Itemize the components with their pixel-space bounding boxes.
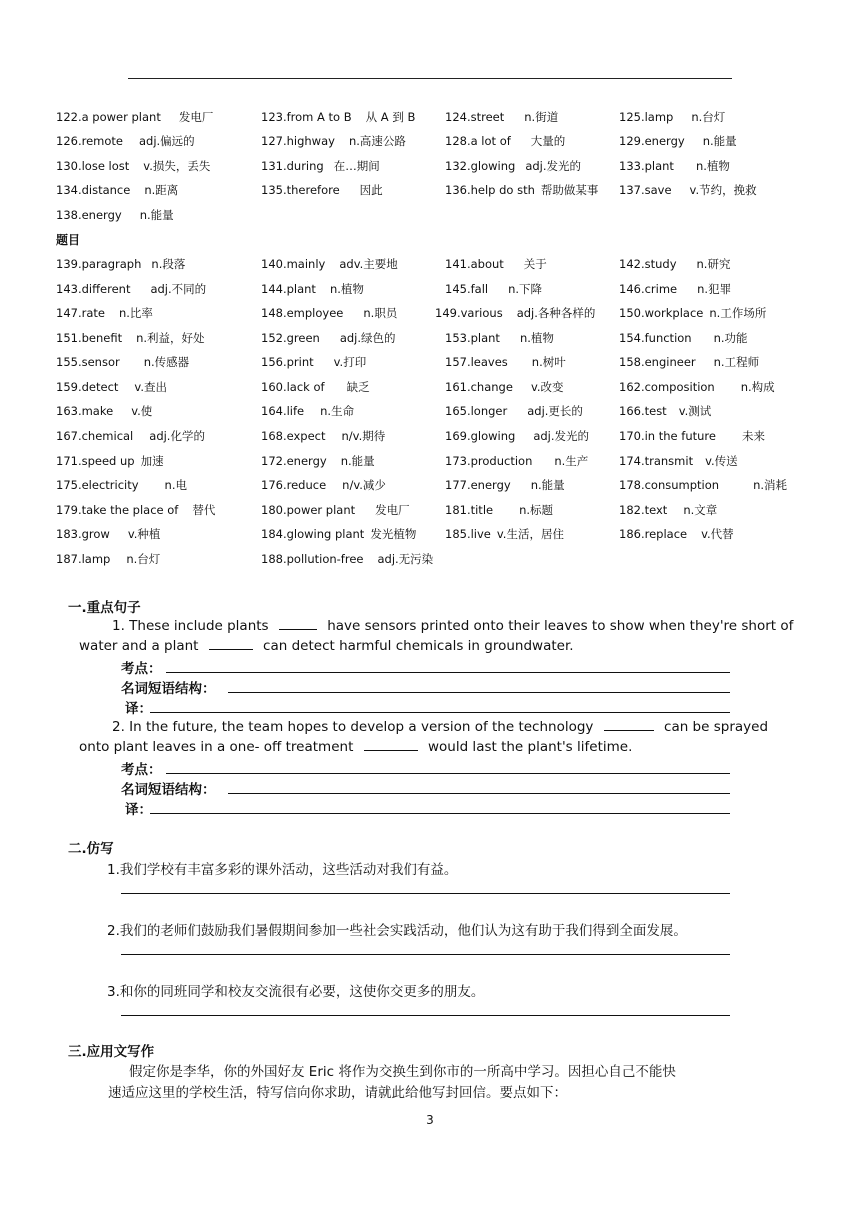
vocab-item — [261, 279, 364, 299]
vocab-term: 188.pollution-free — [261, 552, 364, 566]
vocab-term: 140.mainly — [261, 257, 326, 271]
answer-line[interactable] — [166, 773, 730, 774]
vocab-row — [0, 401, 860, 421]
vocab-meaning: v.改变 — [530, 380, 564, 394]
writing-prompt-line-2: 速适应这里的学校生活，特写信向你求助，请就此给他写封回信。要点如下： — [108, 1085, 567, 1101]
vocab-meaning: n.台灯 — [126, 552, 161, 566]
label-translation: 译： — [125, 701, 152, 717]
vocab-term: 158.engineer — [619, 355, 696, 369]
vocab-item — [619, 426, 765, 446]
vocab-term: 142.study — [619, 257, 677, 271]
vocab-term: 149.various — [435, 306, 503, 320]
vocab-meaning: n.距离 — [144, 183, 179, 197]
answer-line[interactable] — [228, 793, 730, 794]
vocab-meaning: v.使 — [131, 404, 153, 418]
vocab-term: 187.lamp — [56, 552, 111, 566]
label-translation: 译： — [125, 802, 152, 818]
vocab-meaning: n.生命 — [320, 404, 355, 418]
vocab-item — [56, 131, 195, 151]
answer-line[interactable] — [121, 1015, 730, 1016]
vocab-item — [261, 549, 433, 569]
vocab-row — [0, 303, 860, 323]
vocab-meaning: n.生产 — [554, 454, 589, 468]
vocab-term: 136.help do sth — [445, 183, 535, 197]
vocab-meaning: n.工作场所 — [709, 306, 767, 320]
vocab-term: 162.composition — [619, 380, 715, 394]
label-test-point: 考点： — [121, 661, 162, 677]
vocab-term: 153.plant — [445, 331, 500, 345]
vocab-row — [0, 500, 860, 520]
vocab-term: 138.energy — [56, 208, 122, 222]
page-number: 3 — [426, 1113, 434, 1127]
vocab-item — [619, 500, 717, 520]
vocab-meaning: n.能量 — [530, 478, 565, 492]
vocab-row — [0, 451, 860, 471]
vocab-term: 133.plant — [619, 159, 674, 173]
vocab-term: 165.longer — [445, 404, 508, 418]
answer-line[interactable] — [228, 692, 730, 693]
vocab-meaning: v.查出 — [134, 380, 167, 394]
vocab-meaning: v.代替 — [701, 527, 734, 541]
vocab-term: 164.life — [261, 404, 305, 418]
vocab-term: 183.grow — [56, 527, 110, 541]
vocab-meaning: adj.化学的 — [149, 429, 205, 443]
vocab-item — [619, 303, 766, 323]
vocab-meaning: adj.不同的 — [150, 282, 207, 296]
vocab-meaning: adv.主要地 — [339, 257, 398, 271]
vocab-term: 157.leaves — [445, 355, 508, 369]
vocab-item — [445, 279, 542, 299]
vocab-item — [261, 426, 385, 446]
vocab-meaning: adj.各种各样的 — [516, 306, 596, 320]
vocab-item — [445, 426, 589, 446]
vocab-item — [619, 254, 730, 274]
vocab-item — [261, 352, 366, 372]
vocab-meaning: n.段落 — [151, 257, 186, 271]
header-rule — [128, 78, 732, 79]
vocab-item — [619, 451, 738, 471]
answer-line[interactable] — [150, 813, 730, 814]
answer-line[interactable] — [150, 712, 730, 713]
vocab-item — [261, 156, 380, 176]
vocab-item — [619, 156, 730, 176]
vocab-meaning: n.利益，好处 — [136, 331, 205, 345]
vocab-meaning: n/v.减少 — [342, 478, 386, 492]
vocab-meaning: adj.偏远的 — [138, 134, 195, 148]
vocab-meaning: n.街道 — [524, 110, 559, 124]
vocab-term: 151.benefit — [56, 331, 123, 345]
vocab-row — [0, 426, 860, 446]
vocab-item — [261, 131, 406, 151]
vocab-term: 175.electricity — [56, 478, 139, 492]
vocab-meaning: 发电厂 — [375, 503, 410, 517]
vocab-item — [619, 352, 759, 372]
vocab-meaning: n.文章 — [683, 503, 718, 517]
vocab-meaning: n.构成 — [740, 380, 775, 394]
vocab-term: 169.glowing — [445, 429, 516, 443]
vocab-meaning: n.下降 — [508, 282, 543, 296]
vocab-item — [445, 524, 564, 544]
imitation-question-2: 2.我们的老师们鼓励我们暑假期间参加一些社会实践活动，他们认为这有助于我们得到全面发展。 — [107, 923, 687, 939]
vocab-item — [445, 328, 554, 348]
vocab-row — [0, 377, 860, 397]
label-test-point: 考点： — [121, 762, 162, 778]
vocab-term: 181.title — [445, 503, 494, 517]
vocab-item — [261, 377, 370, 397]
vocab-meaning: n/v.期待 — [341, 429, 386, 443]
vocab-item — [56, 549, 160, 569]
vocab-term: 168.expect — [261, 429, 326, 443]
vocab-term: 148.employee — [261, 306, 344, 320]
sentence-1-line-2: water and a plant can detect harmful chemicals in groundwater. — [79, 638, 574, 654]
label-noun-phrase-structure: 名词短语结构： — [121, 782, 216, 798]
vocab-row — [0, 254, 860, 274]
vocab-term: 147.rate — [56, 306, 105, 320]
vocab-meaning: n.比率 — [118, 306, 153, 320]
vocab-term: 129.energy — [619, 134, 685, 148]
vocab-row — [0, 180, 860, 200]
vocab-term: 150.workplace — [619, 306, 704, 320]
vocab-row — [0, 328, 860, 348]
vocab-row — [0, 549, 860, 569]
vocab-item — [619, 401, 711, 421]
vocab-meaning: n.电 — [164, 478, 187, 492]
vocab-row — [0, 279, 860, 299]
vocab-item — [619, 131, 737, 151]
vocab-meaning: n.台灯 — [691, 110, 726, 124]
vocab-item — [445, 475, 565, 495]
vocab-term: 185.live — [445, 527, 491, 541]
vocab-item — [56, 254, 185, 274]
blank-field[interactable] — [604, 718, 654, 731]
vocab-item — [56, 401, 152, 421]
vocab-item — [445, 352, 566, 372]
vocab-item — [56, 352, 189, 372]
vocab-item — [56, 180, 178, 200]
vocab-term: 156.print — [261, 355, 314, 369]
blank-field[interactable] — [279, 617, 317, 630]
writing-prompt-line-1: 假定你是李华，你的外国好友 Eric 将作为交换生到你市的一所高中学习。因担心自己不能快 — [129, 1064, 676, 1080]
vocab-meaning: n.树叶 — [531, 355, 566, 369]
vocab-term: 127.highway — [261, 134, 335, 148]
vocab-term: 143.different — [56, 282, 131, 296]
vocab-meaning: n.能量 — [139, 208, 174, 222]
vocab-item — [56, 303, 153, 323]
vocab-item — [445, 107, 558, 127]
vocab-term: 163.make — [56, 404, 114, 418]
vocab-meaning: n.功能 — [713, 331, 748, 345]
vocab-item — [619, 377, 775, 397]
vocab-item — [619, 475, 787, 495]
vocab-meaning: n.犯罪 — [697, 282, 732, 296]
vocab-meaning: 未来 — [741, 429, 765, 443]
vocab-item — [261, 328, 396, 348]
vocab-item — [261, 524, 416, 544]
vocab-row — [0, 352, 860, 372]
vocab-item — [261, 180, 383, 200]
vocab-item — [445, 156, 581, 176]
vocab-item — [445, 180, 598, 200]
vocab-meaning: 缺乏 — [346, 380, 370, 394]
vocab-item — [56, 328, 205, 348]
vocab-meaning: adj.发光的 — [533, 429, 590, 443]
vocab-meaning: n.消耗 — [753, 478, 788, 492]
vocab-item — [619, 107, 725, 127]
sentence-2-line-2: onto plant leaves in a one- off treatment would last the plant's lifetime. — [79, 739, 633, 755]
vocab-item — [56, 524, 160, 544]
vocab-item — [261, 401, 354, 421]
answer-line[interactable] — [121, 893, 730, 894]
vocab-item — [261, 303, 397, 323]
vocab-item — [56, 426, 205, 446]
vocab-term: 134.distance — [56, 183, 131, 197]
vocab-item — [56, 500, 215, 520]
vocab-term: 152.green — [261, 331, 320, 345]
section-title-practical-writing: 三.应用文写作 — [68, 1044, 155, 1060]
vocab-term: 141.about — [445, 257, 504, 271]
vocab-term: 132.glowing — [445, 159, 516, 173]
vocab-meaning: n.工程师 — [713, 355, 760, 369]
vocab-meaning: n.职员 — [363, 306, 398, 320]
vocab-item — [445, 401, 583, 421]
vocab-meaning: v.传送 — [705, 454, 738, 468]
vocab-row — [0, 205, 860, 225]
vocab-item — [619, 328, 748, 348]
vocab-item — [261, 500, 410, 520]
vocab-term: 137.save — [619, 183, 672, 197]
vocab-meaning: adj.发光的 — [525, 159, 582, 173]
vocab-meaning: adj.绿色的 — [339, 331, 396, 345]
section-title-imitation: 二.仿写 — [68, 841, 114, 857]
vocab-meaning: 从 A 到 B — [365, 110, 416, 124]
vocab-term: 171.speed up — [56, 454, 135, 468]
vocab-term: 145.fall — [445, 282, 489, 296]
vocab-meaning: n.能量 — [702, 134, 737, 148]
vocab-term: 144.plant — [261, 282, 316, 296]
vocab-meaning: n.植物 — [695, 159, 730, 173]
vocab-meaning: 在…期间 — [333, 159, 380, 173]
vocab-meaning: n.标题 — [519, 503, 554, 517]
vocab-item — [619, 524, 734, 544]
vocab-term: 161.change — [445, 380, 513, 394]
vocab-meaning: n.高速公路 — [348, 134, 406, 148]
vocab-term: 155.sensor — [56, 355, 120, 369]
vocab-meaning: v.损失，丢失 — [143, 159, 211, 173]
vocab-meaning: v.节约，挽救 — [689, 183, 757, 197]
vocab-item — [56, 156, 210, 176]
vocab-meaning: 帮助做某事 — [540, 183, 599, 197]
vocab-item — [261, 475, 386, 495]
vocab-term: 135.therefore — [261, 183, 340, 197]
vocab-term: 184.glowing plant — [261, 527, 365, 541]
vocab-meaning: 替代 — [192, 503, 216, 517]
vocab-item — [445, 131, 565, 151]
vocab-term: 177.energy — [445, 478, 511, 492]
vocab-item — [56, 205, 174, 225]
vocab-term: 182.text — [619, 503, 668, 517]
vocab-meaning: adj.无污染 — [377, 552, 434, 566]
vocab-meaning: 关于 — [523, 257, 547, 271]
vocab-term: 139.paragraph — [56, 257, 142, 271]
vocab-term: 123.from A to B — [261, 110, 352, 124]
vocab-term: 180.power plant — [261, 503, 356, 517]
vocab-meaning: 因此 — [359, 183, 383, 197]
vocab-term: 126.remote — [56, 134, 123, 148]
vocab-row — [0, 107, 860, 127]
vocab-item — [261, 451, 375, 471]
blank-field[interactable] — [209, 637, 253, 650]
vocab-meaning: 加速 — [140, 454, 164, 468]
vocab-meaning: n.能量 — [340, 454, 375, 468]
vocab-row — [0, 524, 860, 544]
vocab-term: 128.a lot of — [445, 134, 511, 148]
vocab-term: 122.a power plant — [56, 110, 161, 124]
vocab-term: 186.replace — [619, 527, 688, 541]
vocab-meaning: 发光植物 — [370, 527, 417, 541]
vocab-term: 176.reduce — [261, 478, 327, 492]
vocab-item — [261, 107, 415, 127]
vocab-meaning: adj.更长的 — [527, 404, 583, 418]
vocab-term: 173.production — [445, 454, 533, 468]
vocab-meaning: 发电厂 — [178, 110, 214, 124]
blank-field[interactable] — [364, 738, 418, 751]
imitation-question-3: 3.和你的同班同学和校友交流很有必要，这使你交更多的朋友。 — [107, 984, 485, 1000]
vocab-meaning: n.植物 — [329, 282, 364, 296]
vocab-meaning: v.生活，居住 — [496, 527, 564, 541]
vocab-meaning: n.研究 — [696, 257, 731, 271]
answer-line[interactable] — [121, 954, 730, 955]
vocab-term: 131.during — [261, 159, 324, 173]
label-noun-phrase-structure: 名词短语结构： — [121, 681, 216, 697]
vocab-item — [445, 451, 588, 471]
vocab-item — [445, 500, 553, 520]
vocab-term: 174.transmit — [619, 454, 694, 468]
vocab-item — [56, 377, 167, 397]
section-title-key-sentences: 一.重点句子 — [68, 600, 141, 616]
vocab-item — [56, 475, 187, 495]
vocab-meaning: v.打印 — [333, 355, 367, 369]
vocab-item — [56, 107, 213, 127]
vocab-item — [56, 451, 164, 471]
vocab-term: 125.lamp — [619, 110, 674, 124]
sentence-2-line-1: 2. In the future, the team hopes to develop a version of the technology can be sprayed — [112, 719, 769, 735]
vocab-term: 154.function — [619, 331, 692, 345]
vocab-item — [445, 377, 564, 397]
vocab-term: 124.street — [445, 110, 505, 124]
vocab-term: 160.lack of — [261, 380, 325, 394]
vocab-meaning: v.测试 — [678, 404, 712, 418]
vocab-meaning: n.植物 — [519, 331, 554, 345]
vocab-item — [435, 303, 595, 323]
imitation-question-1: 1.我们学校有丰富多彩的课外活动，这些活动对我们有益。 — [107, 862, 458, 878]
vocab-term: 159.detect — [56, 380, 119, 394]
vocab-item — [445, 254, 547, 274]
vocab-term: 146.crime — [619, 282, 678, 296]
vocab-row — [0, 131, 860, 151]
vocab-row — [0, 475, 860, 495]
vocab-term: 166.test — [619, 404, 667, 418]
vocab-term: 178.consumption — [619, 478, 720, 492]
vocab-term: 170.in the future — [619, 429, 716, 443]
vocab-item — [261, 254, 398, 274]
answer-line[interactable] — [166, 672, 730, 673]
vocab-term: 179.take the place of — [56, 503, 179, 517]
vocab-subheading: 题目 — [56, 233, 81, 247]
vocab-meaning: 大量的 — [530, 134, 566, 148]
sentence-1-line-1: 1. These include plants have sensors printed onto their leaves to show when they're short of — [112, 618, 794, 634]
vocab-term: 172.energy — [261, 454, 327, 468]
vocab-term: 167.chemical — [56, 429, 134, 443]
vocab-row — [0, 156, 860, 176]
vocab-term: 130.lose lost — [56, 159, 130, 173]
vocab-item — [619, 279, 731, 299]
vocab-item — [56, 279, 206, 299]
vocab-meaning: v.种植 — [127, 527, 161, 541]
vocab-meaning: n.传感器 — [143, 355, 190, 369]
vocab-item — [619, 180, 757, 200]
